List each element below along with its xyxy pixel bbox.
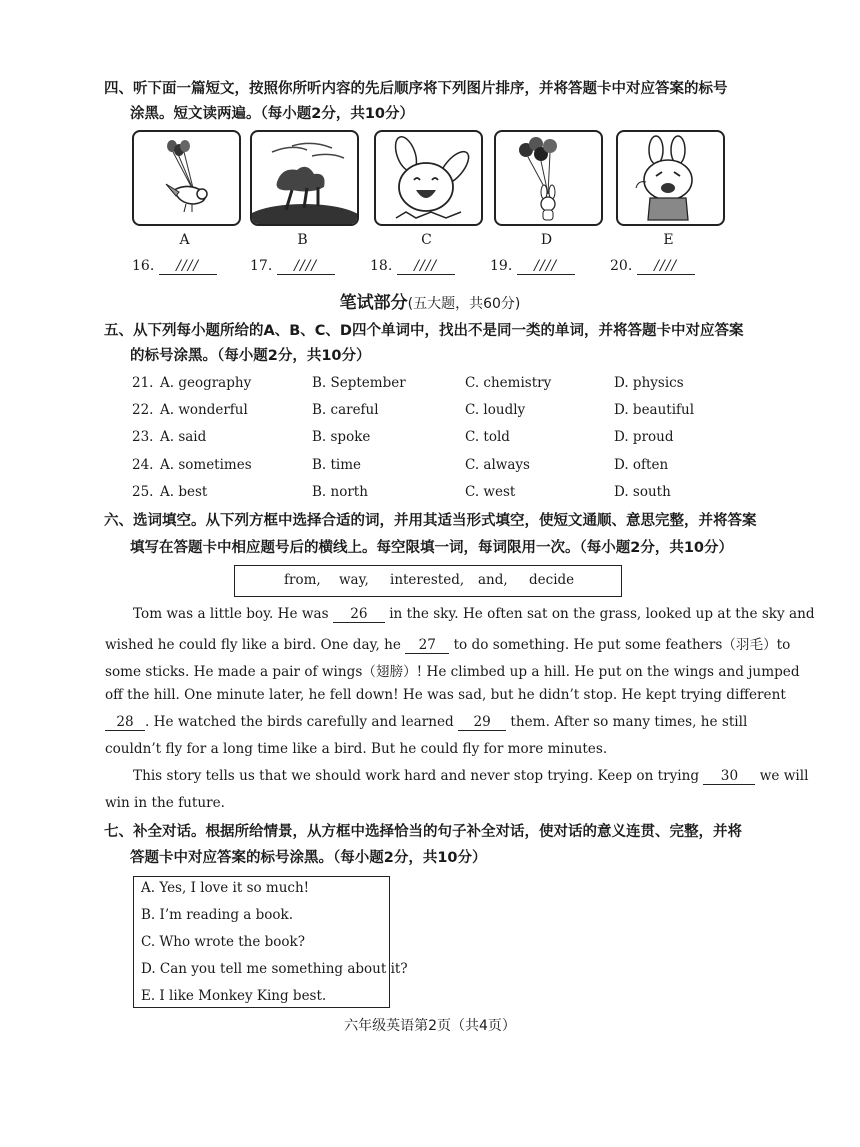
answer-16 xyxy=(132,258,217,275)
passage-line xyxy=(133,606,815,623)
blank-27: 27 xyxy=(405,637,449,654)
answer-blank: //// xyxy=(397,258,455,275)
question-22 xyxy=(132,402,772,426)
option-b: B. September xyxy=(312,375,406,391)
question-number: 22. xyxy=(132,402,154,418)
picture-label-e: E xyxy=(663,232,674,248)
option-b: B. spoke xyxy=(312,429,371,445)
page-footer: 六年级英语第2页（共4页） xyxy=(344,1018,516,1034)
answer-number: 18. xyxy=(370,258,393,274)
passage-text: Tom was a little boy. He was xyxy=(133,606,329,622)
option-c: C. west xyxy=(465,484,516,500)
word-bank-item: interested, xyxy=(390,572,465,588)
passage-text: couldn’t fly for a long time like a bird. But he could fly for more minutes. xyxy=(105,741,608,757)
passage-text: in the sky. He often sat on the grass, looked up at the sky and xyxy=(389,606,815,622)
answer-20 xyxy=(610,258,695,275)
question-25 xyxy=(132,484,772,508)
option-b: B. time xyxy=(312,457,362,473)
question-number: 21. xyxy=(132,375,154,391)
question-24 xyxy=(132,457,772,481)
option-a: A. wonderful xyxy=(160,402,248,418)
word-bank-item: decide xyxy=(529,572,575,588)
picture-label-c: C xyxy=(421,232,432,248)
passage-line xyxy=(105,633,790,654)
answer-number: 20. xyxy=(610,258,633,274)
option-c: C. loudly xyxy=(465,402,526,418)
option-d: D. often xyxy=(614,457,669,473)
picture-b-windy-trees xyxy=(250,130,359,226)
answer-18 xyxy=(370,258,455,275)
option-b: B. north xyxy=(312,484,368,500)
blank-26: 26 xyxy=(333,606,385,623)
option-a: A. best xyxy=(160,484,208,500)
picture-e-crying-rabbit xyxy=(616,130,725,226)
question-23 xyxy=(132,429,772,453)
answer-blank: //// xyxy=(517,258,575,275)
question-number: 24. xyxy=(132,457,154,473)
passage-line xyxy=(105,714,747,731)
dialogue-options-box xyxy=(133,876,408,1008)
passage-line xyxy=(105,795,225,811)
written-part-subtitle: (五大题，共60分) xyxy=(407,296,521,312)
blank-30: 30 xyxy=(703,768,755,785)
passage-line xyxy=(105,741,607,757)
passage-text: them. After so many times, he still xyxy=(510,714,748,730)
section4-instruction-line1: 四、听下面一篇短文，按照你所听内容的先后顺序将下列图片排序，并将答题卡中对应答案的标号 xyxy=(104,81,728,97)
option-d: D. beautiful xyxy=(614,402,695,418)
picture-label-d: D xyxy=(540,232,553,248)
written-part-title: 笔试部分 xyxy=(339,293,408,313)
cloze-passage xyxy=(105,606,815,816)
question-number: 23. xyxy=(132,429,154,445)
option-b: B. careful xyxy=(312,402,379,418)
section7-instruction-line2: 答题卡中对应答案的标号涂黑。（每小题2分，共10分） xyxy=(130,850,487,866)
passage-line xyxy=(105,687,786,703)
passage-text: off the hill. One minute later, he fell down! He was sad, but he didn’t stop. He kept trying different xyxy=(105,687,786,703)
picture-label-b: B xyxy=(297,232,308,248)
passage-text: win in the future. xyxy=(105,795,225,811)
answer-blank: //// xyxy=(637,258,695,275)
answer-number: 16. xyxy=(132,258,155,274)
option-d: D. physics xyxy=(614,375,684,391)
answer-blank: //// xyxy=(159,258,217,275)
question-21 xyxy=(132,375,772,399)
section7-instruction-line1: 七、补全对话。根据所给情景，从方框中选择恰当的句子补全对话，使对话的意义连贯、完整，并将 xyxy=(104,824,742,840)
answer-19 xyxy=(490,258,575,275)
answer-number: 19. xyxy=(490,258,513,274)
option-c: C. always xyxy=(465,457,530,473)
answer-blank: //// xyxy=(277,258,335,275)
passage-text: wished he could fly like a bird. One day, he xyxy=(105,637,401,653)
blank-29: 29 xyxy=(458,714,506,731)
passage-text: . He watched the birds carefully and learned xyxy=(145,714,454,730)
picture-c-happy-rabbit xyxy=(374,130,483,226)
option-a: A. sometimes xyxy=(160,457,252,473)
answer-17 xyxy=(250,258,335,275)
passage-line xyxy=(133,768,808,785)
passage-text: some sticks. He made a pair of wings（翅膀）! He climbed up a hill. He put on the wings and jumped xyxy=(105,664,800,680)
written-part-heading xyxy=(0,288,860,313)
dialogue-option-d: D. Can you tell me something about it? xyxy=(141,961,408,977)
dialogue-option-c: C. Who wrote the book? xyxy=(141,934,305,950)
passage-text: we will xyxy=(759,768,809,784)
option-a: A. said xyxy=(160,429,207,445)
section6-instruction-line1: 六、选词填空。从下列方框中选择合适的词，并用其适当形式填空，使短文通顺、意思完整，并将答案 xyxy=(104,513,757,529)
option-d: D. proud xyxy=(614,429,674,445)
picture-label-a: A xyxy=(179,232,190,248)
word-bank-item: from, xyxy=(284,572,321,588)
option-a: A. geography xyxy=(160,375,252,391)
section5-instruction-line2: 的标号涂黑。（每小题2分，共10分） xyxy=(130,348,371,364)
section6-instruction-line2: 填写在答题卡中相应题号后的横线上。每空限填一词，每词限用一次。（每小题2分，共10分） xyxy=(130,540,734,556)
passage-text: This story tells us that we should work hard and never stop trying. Keep on trying xyxy=(133,768,700,784)
passage-line xyxy=(105,660,800,680)
option-d: D. south xyxy=(614,484,671,500)
option-c: C. chemistry xyxy=(465,375,552,391)
word-bank-item: and, xyxy=(478,572,508,588)
answer-number: 17. xyxy=(250,258,273,274)
dialogue-option-a: A. Yes, I love it so much! xyxy=(141,880,310,896)
option-c: C. told xyxy=(465,429,510,445)
dialogue-option-e: E. I like Monkey King best. xyxy=(141,988,327,1004)
word-bank-item: way, xyxy=(339,572,369,588)
picture-a-bird-balloons xyxy=(132,130,241,226)
section4-instruction-line2: 涂黑。短文读两遍。（每小题2分，共10分） xyxy=(130,106,415,122)
picture-d-rabbit-balloons xyxy=(494,130,603,226)
blank-28: 28 xyxy=(105,714,145,731)
question-number: 25. xyxy=(132,484,154,500)
section5-instruction-line1: 五、从下列每小题所给的A、B、C、D四个单词中，找出不是同一类的单词，并将答题卡中对应答案 xyxy=(104,323,744,339)
passage-text: to do something. He put some feathers（羽毛）to xyxy=(453,637,791,653)
word-bank-box xyxy=(234,565,622,597)
dialogue-option-b: B. I’m reading a book. xyxy=(141,907,294,923)
